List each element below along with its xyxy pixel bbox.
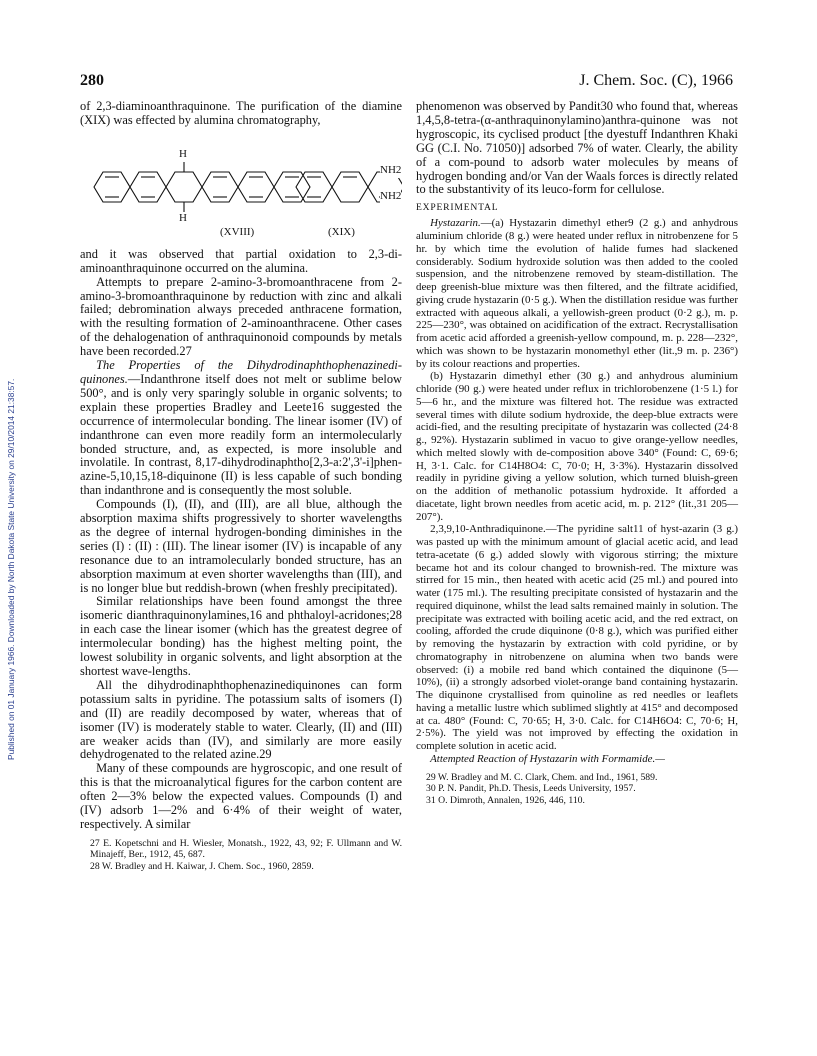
right-column	[416, 100, 738, 806]
footnotes	[80, 838, 402, 873]
paragraph-title: Attempted Reaction of Hystazarin with Formamide.—	[430, 752, 665, 765]
paragraph-text: —Indanthrone itself does not melt or sublime below 500°, and is only very sparingly soluble in organic solvents; to explain these properties Bradley and Leete16 suggested the occurrence of intermolecular bonding. The linear isomer (IV) of indanthrone can even more readily form an intermolecularly bonded structure, and, as expected, is more insoluble and involatile. In contrast, 8,17-dihydrodinaphtho[2,3-a:2',3'-i]phen-azine-5,10,15,18-diquinone (II) is less capable of such bonding than indanthrone and is consequently the most soluble.	[80, 371, 402, 498]
paragraph: phenomenon was observed by Pandit30 who found that, whereas 1,4,5,8-tetra-(α-anthraquinonylamino)anthra-quinone was not hygroscopic, its cyclised product [the dyestuff Indanthren Khaki GG (C.I. No. 71050)] adsorbed 7% of water. Clearly, the ability of a com-pound to adsorb water molecules by means of hydrogen bonding and/or Van der Waals forces is directly related to the substantivity of its leuco-form for cellulose.	[416, 99, 738, 197]
nh-hydrogen-top: H	[179, 147, 187, 160]
page-header	[80, 72, 733, 94]
left-column	[80, 100, 402, 873]
amino-group-upper: NH2	[380, 163, 402, 176]
structure-figure	[80, 132, 402, 242]
paragraph: (b) Hystazarin dimethyl ether (30 g.) and anhydrous aluminium chloride (90 g.) were heated under reflux in trichlorobenzene (1·5 l.) for 5—6 hr., and the mixture was filtered hot. The residue was extracted several times with dilute sodium hydroxide, the deep-blue extracts were acidi-fied, and the resulting precipitate of hystazarin was collected (24·8 g., 92%). Hystazarin sublimed in vacuo to give orange-yellow needles, which melted slowly with de-composition above 340° (Found: C, 69·6; H, 3·1. Calc. for C14H8O4: C, 70·0; H, 3·3%). Hystazarin dissolved readily in pyridine giving a yellow solution, which turned bluish-green on the addition of methanolic potassium hydroxide. It afforded a diacetate, light brown needles from acetic acid, m. p. 212° (lit.,31 205—207°).	[416, 370, 738, 523]
paragraph: Many of these compounds are hygroscopic, and one result of this is that the microanalytical figures for the carbon content are often 2—3% below the expected values. Compounds (I) and (IV) adsorb 1—2% and 6·4% of their weight of water, respectively. A similar	[80, 761, 402, 831]
paragraph	[80, 359, 402, 498]
paragraph: of 2,3-diaminoanthraquinone. The purification of the diamine (XIX) was effected by alumina chromatography,	[80, 99, 402, 127]
download-notice-text: Published on 01 January 1966. Downloaded by North Dakota State University on 29/10/2014 21:38:57.	[6, 378, 16, 760]
footnote: 30 P. N. Pandit, Ph.D. Thesis, Leeds University, 1957.	[426, 783, 636, 795]
footnote: 28 W. Bradley and H. Kaiwar, J. Chem. Soc., 1960, 2859.	[90, 861, 314, 873]
paragraph-text: —(a) Hystazarin dimethyl ether9 (2 g.) and anhydrous aluminium chloride (8 g.) were heated under reflux in nitrobenzene for 5 hr. by which time the evolution of halide fumes had slackened considerably. Sodium hydroxide solution was then added to the cooled suspension, and the nitrobenzene removed by steam-distillation. The deep greenish-blue mixture was then filtered, and the filtrate acidified, giving crude hystazarin (0·5 g.). When the distillation residue was further extracted with aqueous alkali, a yellowish-green product (0·2 g.), m. p. 225—230°, was obtained on acidification of the extract. Recrystallisation from acetic acid afforded a greenish-yellow compound, m. p. 228—232°, which was shown to be hystazarin monomethyl ether (lit.,9 m. p. 236°) by its colour reactions and properties.	[416, 217, 738, 370]
nh-hydrogen-bottom: H	[179, 211, 187, 224]
footnotes	[416, 772, 738, 807]
paragraph	[416, 523, 738, 753]
footnote: 29 W. Bradley and M. C. Clark, Chem. and Ind., 1961, 589.	[426, 771, 658, 783]
paragraph: All the dihydrodinaphthophenazinediquinones can form potassium salts in pyridine. The potassium salts of isomers (I) and (II) are readily decomposed by water, whereas that of isomer (IV) is moderately stable to water. Clearly, (II) and (III) are weaker acids than (IV), and similarly are more easily dehydrogenated to the related azine.29	[80, 677, 402, 762]
footnote: 31 O. Dimroth, Annalen, 1926, 446, 110.	[426, 794, 585, 806]
paragraph: Similar relationships have been found amongst the three isomeric dianthraquinonylamines,16 and phthaloyl-acridones;28 in each case the linear isomer (which has the greatest degree of intermolecular bonding) has the highest melting point, the lowest solubility in organic solvents, and light absorption at the shortest wave-lengths.	[80, 594, 402, 678]
compound-label-xix: (XIX)	[328, 225, 355, 238]
page-number: 280	[80, 72, 104, 89]
section-heading: EXPERIMENTAL	[416, 202, 499, 214]
paragraph	[416, 753, 738, 766]
amino-group-lower: NH2	[380, 189, 402, 202]
paragraph-title: Hystazarin.	[430, 217, 481, 230]
footnote: 27 E. Kopetschni and H. Wiesler, Monatsh., 1922, 43, 92; F. Ullmann and W. Minajeff, Ber., 1912, 45, 687.	[90, 837, 402, 861]
experimental-section	[416, 217, 738, 765]
compound-label-xviii: (XVIII)	[220, 225, 255, 238]
paragraph: and it was observed that partial oxidation to 2,3-di-aminoanthraquinone occurred on the alumina.	[80, 246, 402, 275]
paragraph	[416, 217, 738, 370]
download-notice	[4, 200, 18, 760]
paragraph-title: 2,3,9,10-Anthradiquinone.	[430, 523, 546, 536]
paragraph: Compounds (I), (II), and (III), are all blue, although the absorption maxima shifts progressively to shorter wavelengths as the degree of internal hydrogen-bonding diminishes in the series (I) : (II) : (III). The linear isomer (IV) is incapable of any resonance due to an intramolecularly bonded structure, has an absorption maximum at even shorter wavelengths than (III), and is no longer blue but reddish-brown (when freshly precipitated).	[80, 497, 402, 595]
journal-title: J. Chem. Soc. (C), 1966	[579, 72, 733, 89]
paragraph-title: The Properties of the Dihydrodinaphthophenazinedi-quinones.	[80, 358, 402, 386]
paragraph-text: —The pyridine salt11 of hyst-azarin (3 g.) was pasted up with the minimum amount of glacial acetic acid, and lead tetra-acetate (6 g.) added slowly with vigorous stirring; the mixture became hot and its colour changed to brownish-red. The mixture was stirred for 15 min., then heated with acetic acid (25 ml.) and poured into water (175 ml.). The resulting precipitate consisted of hystazarin and the required diquinone, whilst the lead salts remained mainly in solution. The precipitate was extracted with boiling acetic acid, and the red extract, on cooling, afforded the crude diquinone (0·8 g.), which was purified either by removing the hystazarin by extraction with cold pyridine, or by chromatography in nitrobenzene on alumina when two bands were observed: (i) a mobile red band which contained the diquinone (5—10%), (ii) a strongly adsorbed violet-orange band containing hystazarin. The diquinone crystallised from quinoline as red needles or leaflets having a metallic lustre which sublimed slightly at 415° and decomposed at ca. 480° (Found: C, 70·65; H, 3·0. Calc. for C14H6O4: C, 70·6; H, 2·5%). The yield was not improved by effecting the oxidation in complete solution in acetic acid.	[416, 523, 738, 752]
paragraph: Attempts to prepare 2-amino-3-bromoanthracene from 2-amino-3-bromoanthraquinone by reduction with zinc and alkali failed; debromination always preceded anthracene formation, with the resulting formation of 2-aminoanthracene. Other cases of the dehalogenation of anthraquinonoid compounds by metals have been recorded.27	[80, 274, 402, 359]
